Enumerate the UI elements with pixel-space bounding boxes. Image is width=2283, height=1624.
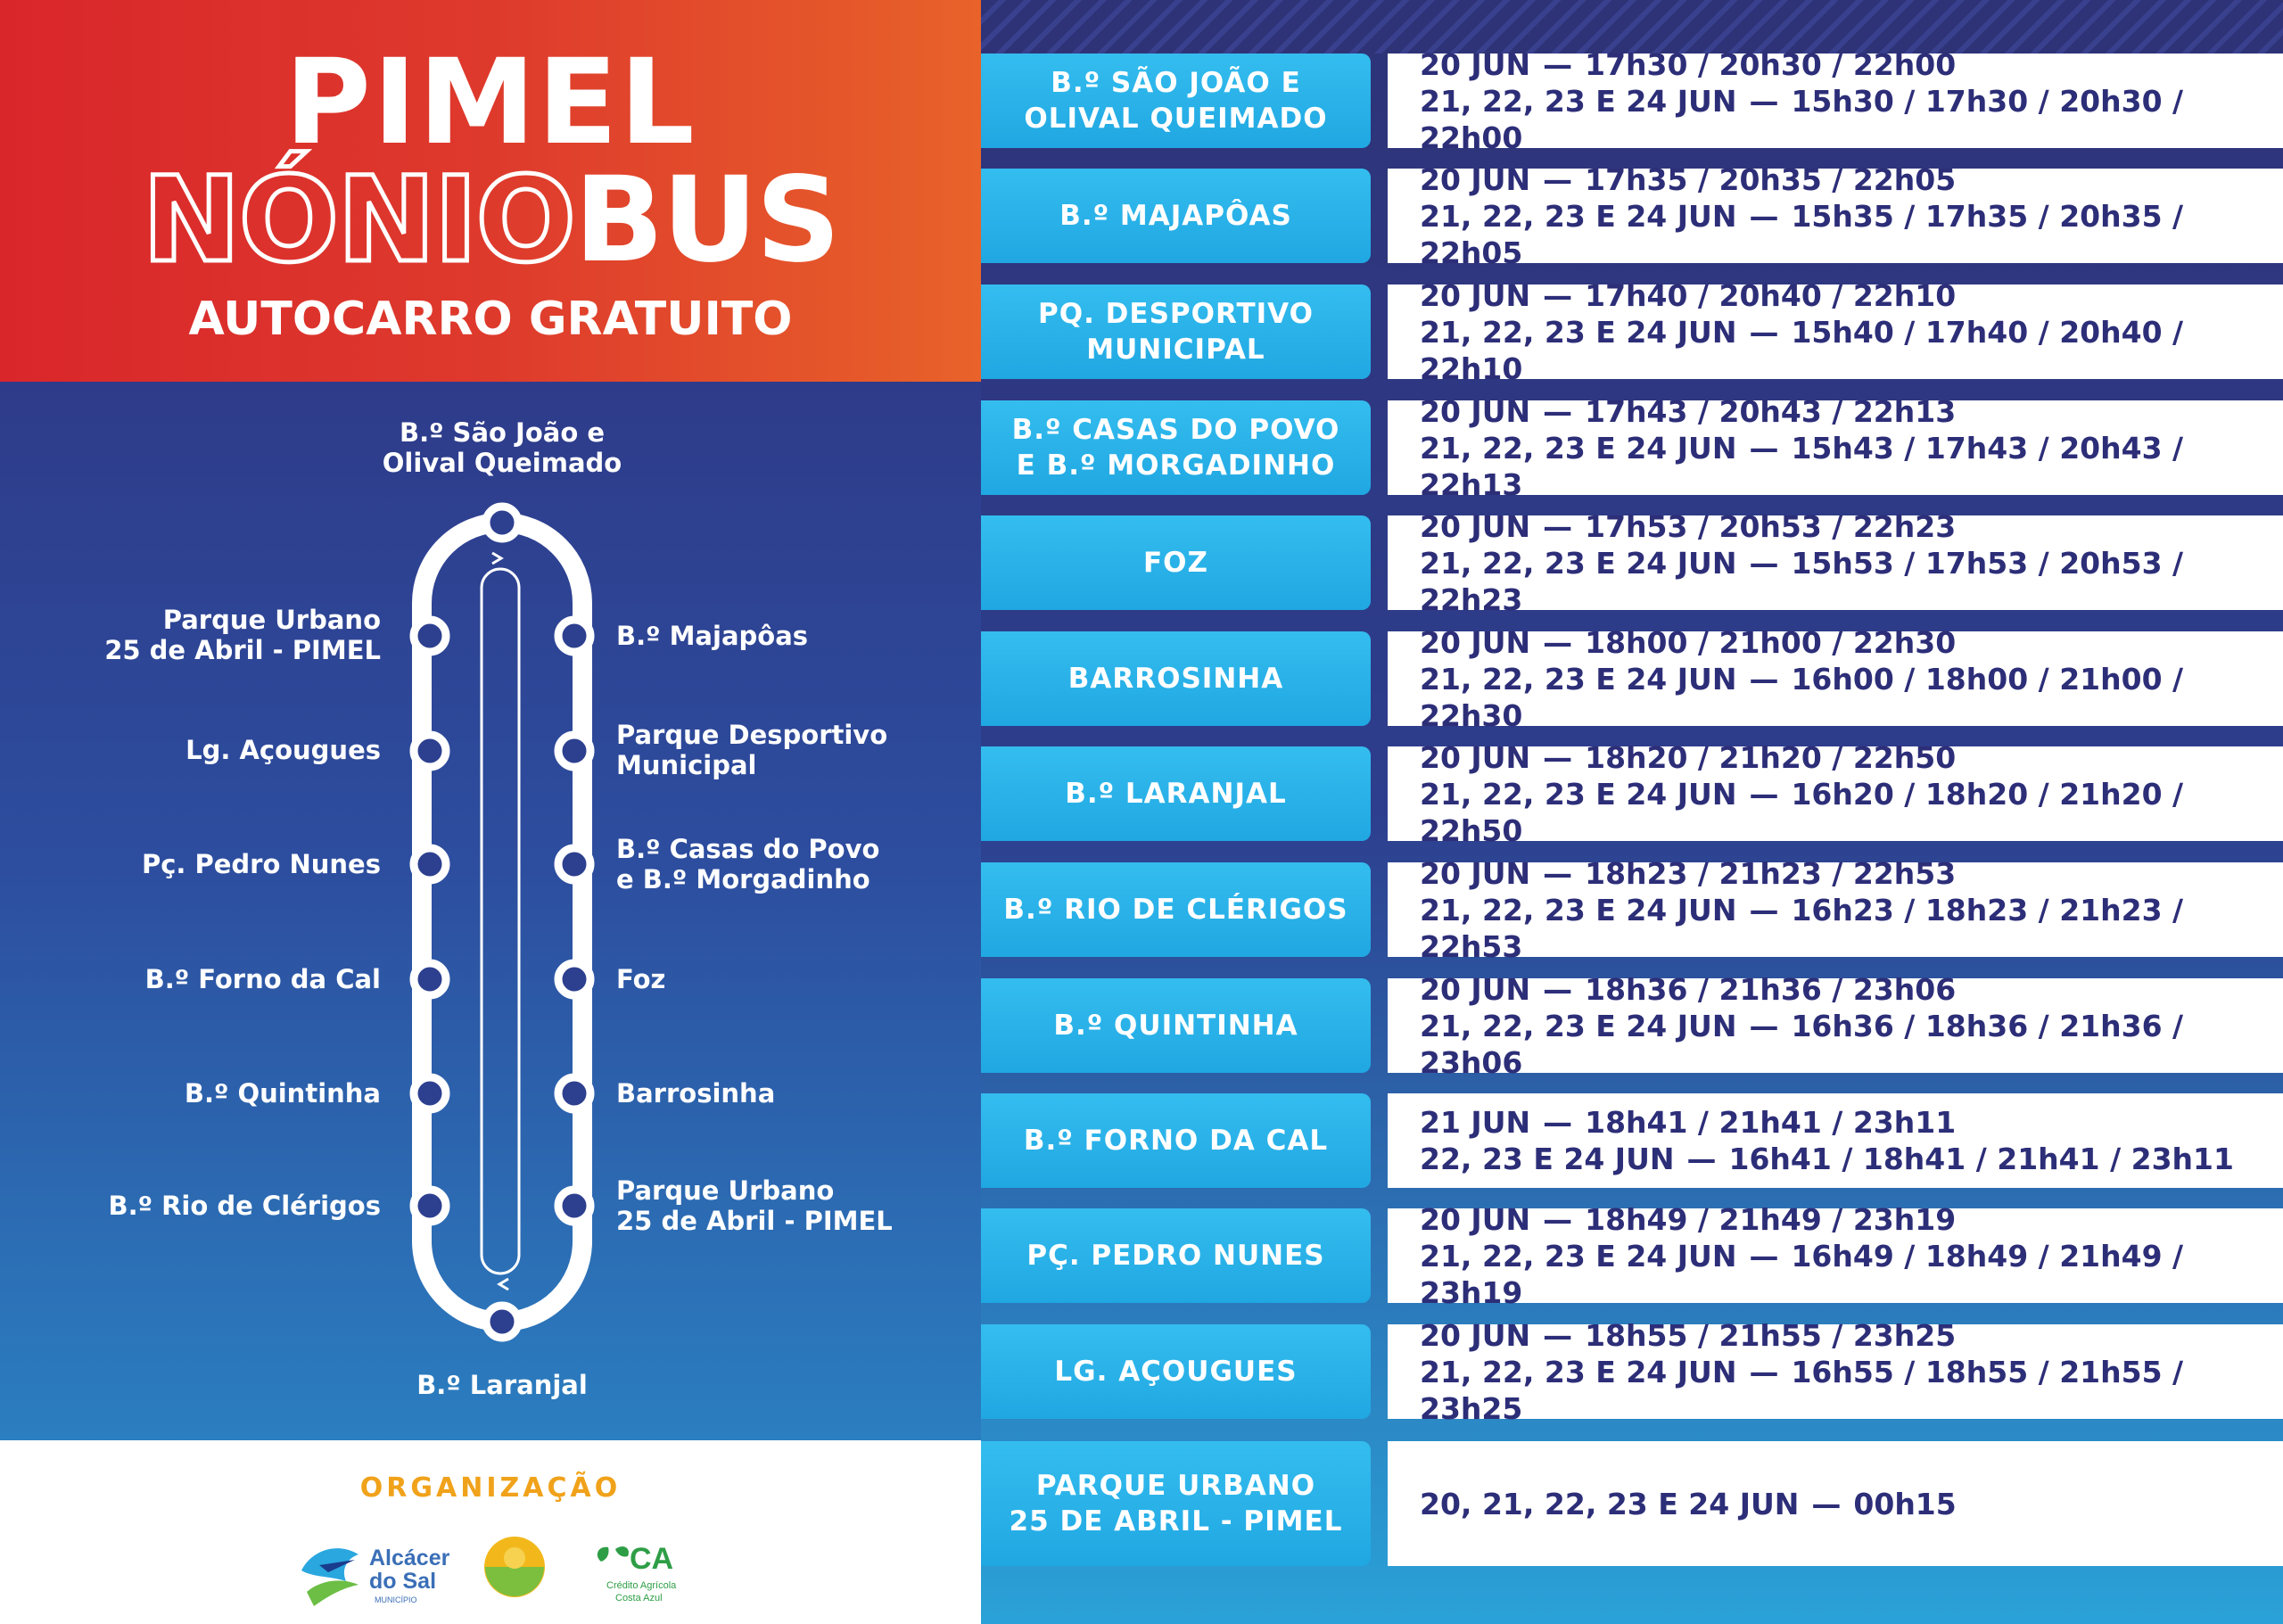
stop-marker [486, 1306, 518, 1338]
stop-marker [558, 963, 590, 995]
schedule-dash: — [1543, 46, 1573, 82]
schedule-time-line [1420, 1008, 2283, 1081]
schedule-dash: — [1543, 739, 1573, 775]
schedule-time-values: 15h43 / 17h43 / 20h43 / 22h13 [1420, 430, 2184, 502]
schedule-time-values: 16h20 / 18h20 / 21h20 / 22h50 [1420, 776, 2184, 848]
ca-logo-sub1: Crédito Agrícola [606, 1580, 677, 1591]
schedule-times [1388, 1093, 2283, 1188]
schedule-time-line [1420, 83, 2283, 156]
schedule-time-line [1420, 1104, 2283, 1141]
schedule-day: 21, 22, 23 E 24 JUN [1420, 661, 1737, 697]
map-stop-bottom: B.º Laranjal [416, 1370, 588, 1400]
schedule-dash: — [1543, 277, 1573, 313]
schedule-row [981, 277, 2283, 386]
schedule-day: 21, 22, 23 E 24 JUN [1420, 776, 1737, 812]
schedule-time-line [1420, 1317, 2283, 1354]
schedule-stop-name: LG. AÇOUGUES [981, 1324, 1371, 1419]
schedule-time-line [1420, 161, 2283, 198]
map-stop-right-6: Parque Urbano 25 de Abril - PIMEL [616, 1175, 893, 1236]
schedule-dash: — [1749, 1354, 1779, 1389]
ca-logo-text: CA [630, 1542, 674, 1576]
schedule-stop-name: B.º MAJAPÔAS [981, 169, 1371, 263]
schedule-dash: — [1749, 198, 1779, 234]
direction-arrow-top-icon [492, 553, 501, 564]
schedule-time-line [1420, 855, 2283, 892]
schedule-dash: — [1749, 1238, 1779, 1274]
schedule-time-line [1420, 1354, 2283, 1427]
organization-logos [294, 1522, 722, 1612]
credito-agricola-logo [598, 1542, 677, 1603]
schedule-day: 20 JUN [1420, 161, 1531, 197]
schedule-stop-name: B.º CASAS DO POVO E B.º MORGADINHO [981, 400, 1371, 495]
schedule-stop-name: B.º LARANJAL [981, 746, 1371, 841]
schedule-row [981, 1441, 2283, 1570]
schedule-day: 20 JUN [1420, 508, 1531, 544]
subtitle: AUTOCARRO GRATUITO [188, 293, 793, 346]
schedule-row [981, 855, 2283, 964]
schedule-dash: — [1543, 393, 1573, 429]
schedule-time-line [1420, 776, 2283, 849]
alcacer-logo-text2: do Sal [369, 1569, 437, 1594]
schedule-day: 20 JUN [1420, 624, 1531, 660]
title-bus: BUS [573, 152, 839, 289]
schedule-time-line [1420, 1201, 2283, 1238]
schedule-time-values: 18h49 / 21h49 / 23h19 [1585, 1201, 1957, 1237]
stop-marker [558, 735, 590, 767]
schedule-time-line [1420, 393, 2283, 430]
map-stop-left-3: Pç. Pedro Nunes [141, 849, 381, 879]
schedule-time-line [1420, 277, 2283, 314]
route-map [0, 382, 981, 1440]
schedule-time-line [1420, 892, 2283, 965]
schedule-row [981, 1201, 2283, 1310]
schedule-time-values: 00h15 [1853, 1486, 1957, 1521]
schedule-dash: — [1749, 314, 1779, 350]
schedule-time-values: 16h55 / 18h55 / 21h55 / 23h25 [1420, 1354, 2184, 1426]
schedule-time-line [1420, 1486, 2283, 1522]
route-loop-inner [482, 569, 519, 1274]
schedule-dash: — [1543, 508, 1573, 544]
schedule-time-values: 16h36 / 18h36 / 21h36 / 23h06 [1420, 1008, 2184, 1080]
schedule-row [981, 1317, 2283, 1426]
schedule-day: 21, 22, 23 E 24 JUN [1420, 1354, 1737, 1389]
schedule-time-values: 15h30 / 17h30 / 20h30 / 22h00 [1420, 83, 2184, 155]
schedule-day: 20 JUN [1420, 739, 1531, 775]
schedule-stop-name: PARQUE URBANO 25 DE ABRIL - PIMEL [981, 1441, 1371, 1566]
schedule-dash: — [1543, 161, 1573, 197]
schedule-time-line [1420, 971, 2283, 1008]
schedule-times [1388, 1441, 2283, 1566]
schedule-day: 21, 22, 23 E 24 JUN [1420, 314, 1737, 350]
schedule-time-values: 16h41 / 18h41 / 21h41 / 23h11 [1728, 1142, 2234, 1176]
map-stop-left-2: Lg. Açougues [185, 735, 381, 765]
schedule-row [981, 971, 2283, 1080]
alcacer-do-sal-logo [301, 1546, 450, 1606]
map-stop-left-4: B.º Forno da Cal [144, 964, 381, 994]
schedule-time-values: 16h49 / 18h49 / 21h49 / 23h19 [1420, 1238, 2184, 1310]
schedule-time-values: 17h35 / 20h35 / 22h05 [1585, 161, 1957, 197]
schedule-stop-name: B.º FORNO DA CAL [981, 1093, 1371, 1188]
schedule-times [1388, 739, 2283, 848]
schedule-time-values: 18h36 / 21h36 / 23h06 [1585, 971, 1957, 1007]
schedule-day: 21, 22, 23 E 24 JUN [1420, 1238, 1737, 1274]
schedule-day: 21, 22, 23 E 24 JUN [1420, 892, 1737, 927]
schedule-dash: — [1749, 83, 1779, 119]
title-noniobus [0, 153, 981, 287]
stop-markers [414, 507, 590, 1338]
schedule-day: 20, 21, 22, 23 E 24 JUN [1420, 1486, 1800, 1521]
schedule-time-values: 15h35 / 17h35 / 20h35 / 22h05 [1420, 198, 2184, 270]
route-loop-diagram [0, 382, 981, 1440]
stop-marker [558, 1190, 590, 1222]
map-stop-right-3: B.º Casas do Povo e B.º Morgadinho [616, 834, 880, 894]
schedule-day: 20 JUN [1420, 855, 1531, 891]
schedule-time-line [1420, 430, 2283, 503]
schedule-day: 21, 22, 23 E 24 JUN [1420, 198, 1737, 234]
schedule-dash: — [1749, 661, 1779, 697]
schedule-time-line [1420, 624, 2283, 661]
organization-title: ORGANIZAÇÃO [359, 1472, 622, 1504]
schedule-time-values: 16h23 / 18h23 / 21h23 / 22h53 [1420, 892, 2184, 964]
schedule-day: 20 JUN [1420, 46, 1531, 82]
schedule-row [981, 393, 2283, 502]
map-stop-right-2: Parque Desportivo Municipal [616, 720, 888, 780]
schedule-times [1388, 1201, 2283, 1310]
schedule-time-values: 18h23 / 21h23 / 22h53 [1585, 855, 1957, 891]
schedule-row [981, 1093, 2283, 1191]
header-banner [0, 0, 981, 382]
schedule-time-values: 17h40 / 20h40 / 22h10 [1585, 277, 1957, 313]
schedule-time-values: 17h43 / 20h43 / 22h13 [1585, 393, 1957, 429]
direction-arrow-bottom-icon [499, 1279, 508, 1290]
stop-marker [414, 1190, 446, 1222]
map-stop-left-6: B.º Rio de Clérigos [108, 1191, 381, 1221]
stop-marker [414, 963, 446, 995]
schedule-time-values: 16h00 / 18h00 / 21h00 / 22h30 [1420, 661, 2184, 733]
schedule-time-values: 15h53 / 17h53 / 20h53 / 22h23 [1420, 545, 2184, 617]
stop-marker [414, 620, 446, 652]
schedule-dash: — [1749, 1008, 1779, 1043]
schedule-day: 21, 22, 23 E 24 JUN [1420, 545, 1737, 581]
schedule-dash: — [1749, 776, 1779, 812]
schedule-time-line [1420, 314, 2283, 387]
title-nonio-outline: NÓNIO [142, 152, 574, 289]
schedule-day: 20 JUN [1420, 1317, 1531, 1353]
schedule-time-values: 18h41 / 21h41 / 23h11 [1585, 1105, 1957, 1140]
stop-marker [558, 848, 590, 880]
schedule-dash: — [1543, 1201, 1573, 1237]
schedule-time-line [1420, 1141, 2283, 1177]
schedule-day: 20 JUN [1420, 393, 1531, 429]
stop-marker [558, 1077, 590, 1109]
schedule-times [1388, 393, 2283, 502]
schedule-times [1388, 161, 2283, 270]
schedule-stop-name: B.º SÃO JOÃO E OLIVAL QUEIMADO [981, 54, 1371, 148]
schedule-times [1388, 46, 2283, 155]
schedule-dash: — [1543, 855, 1573, 891]
schedule-time-values: 15h40 / 17h40 / 20h40 / 22h10 [1420, 314, 2184, 386]
schedule-times [1388, 1317, 2283, 1426]
schedule-time-values: 18h55 / 21h55 / 23h25 [1585, 1317, 1957, 1353]
schedule-dash: — [1543, 1317, 1573, 1353]
schedule-stop-name: BARROSINHA [981, 631, 1371, 726]
schedule-dash: — [1749, 545, 1779, 581]
stop-marker [486, 507, 518, 539]
schedule-day: 20 JUN [1420, 1201, 1531, 1237]
schedule-dash: — [1543, 624, 1573, 660]
schedule-dash: — [1749, 892, 1779, 927]
ca-logo-sub2: Costa Azul [615, 1593, 663, 1603]
schedule-row [981, 739, 2283, 848]
stop-marker [414, 848, 446, 880]
schedule-time-line [1420, 545, 2283, 618]
schedule-dash: — [1543, 1105, 1573, 1140]
schedule-stop-name: PÇ. PEDRO NUNES [981, 1208, 1371, 1303]
schedule-dash: — [1686, 1142, 1717, 1176]
schedule-panel [981, 0, 2283, 1624]
schedule-times [1388, 855, 2283, 964]
schedule-dash: — [1543, 971, 1573, 1007]
map-stop-left-1: Parque Urbano 25 de Abril - PIMEL [104, 605, 381, 665]
schedule-time-line [1420, 508, 2283, 545]
schedule-stop-name: FOZ [981, 515, 1371, 610]
schedule-stop-name: B.º QUINTINHA [981, 978, 1371, 1073]
agricultores-logo [484, 1537, 545, 1597]
schedule-times [1388, 624, 2283, 733]
schedule-time-line [1420, 661, 2283, 734]
schedule-row [981, 624, 2283, 733]
stop-marker [414, 1077, 446, 1109]
map-stop-left-5: B.º Quintinha [184, 1078, 381, 1109]
organization-footer [0, 1440, 981, 1624]
schedule-time-line [1420, 198, 2283, 271]
schedule-stop-name: PQ. DESPORTIVO MUNICIPAL [981, 284, 1371, 379]
schedule-row [981, 508, 2283, 617]
schedule-day: 21, 22, 23 E 24 JUN [1420, 83, 1737, 119]
schedule-day: 22, 23 E 24 JUN [1420, 1142, 1675, 1176]
schedule-time-line [1420, 46, 2283, 83]
schedule-day: 21 JUN [1420, 1105, 1531, 1140]
schedule-time-values: 18h20 / 21h20 / 22h50 [1585, 739, 1957, 775]
schedule-row [981, 161, 2283, 270]
schedule-time-values: 18h00 / 21h00 / 22h30 [1585, 624, 1957, 660]
schedule-day: 21, 22, 23 E 24 JUN [1420, 430, 1737, 466]
schedule-times [1388, 277, 2283, 386]
schedule-time-values: 17h53 / 20h53 / 22h23 [1585, 508, 1957, 544]
schedule-dash: — [1811, 1486, 1842, 1521]
schedule-time-line [1420, 1238, 2283, 1311]
schedule-row [981, 46, 2283, 155]
map-stop-right-1: B.º Majapôas [616, 621, 809, 651]
title-pimel: PIMEL [284, 34, 696, 171]
alcacer-logo-sub: MUNICÍPIO [375, 1595, 417, 1604]
map-stop-right-4: Foz [616, 964, 666, 994]
stop-marker [558, 620, 590, 652]
schedule-day: 20 JUN [1420, 971, 1531, 1007]
alcacer-logo-text1: Alcácer [369, 1546, 450, 1570]
schedule-times [1388, 971, 2283, 1080]
schedule-dash: — [1749, 430, 1779, 466]
map-stop-top: B.º São João e Olival Queimado [382, 417, 622, 478]
schedule-day: 21, 22, 23 E 24 JUN [1420, 1008, 1737, 1043]
schedule-time-values: 17h30 / 20h30 / 22h00 [1585, 46, 1957, 82]
schedule-times [1388, 508, 2283, 617]
schedule-day: 20 JUN [1420, 277, 1531, 313]
map-stop-right-5: Barrosinha [616, 1078, 776, 1109]
stop-marker [414, 735, 446, 767]
schedule-stop-name: B.º RIO DE CLÉRIGOS [981, 862, 1371, 957]
schedule-time-line [1420, 739, 2283, 776]
